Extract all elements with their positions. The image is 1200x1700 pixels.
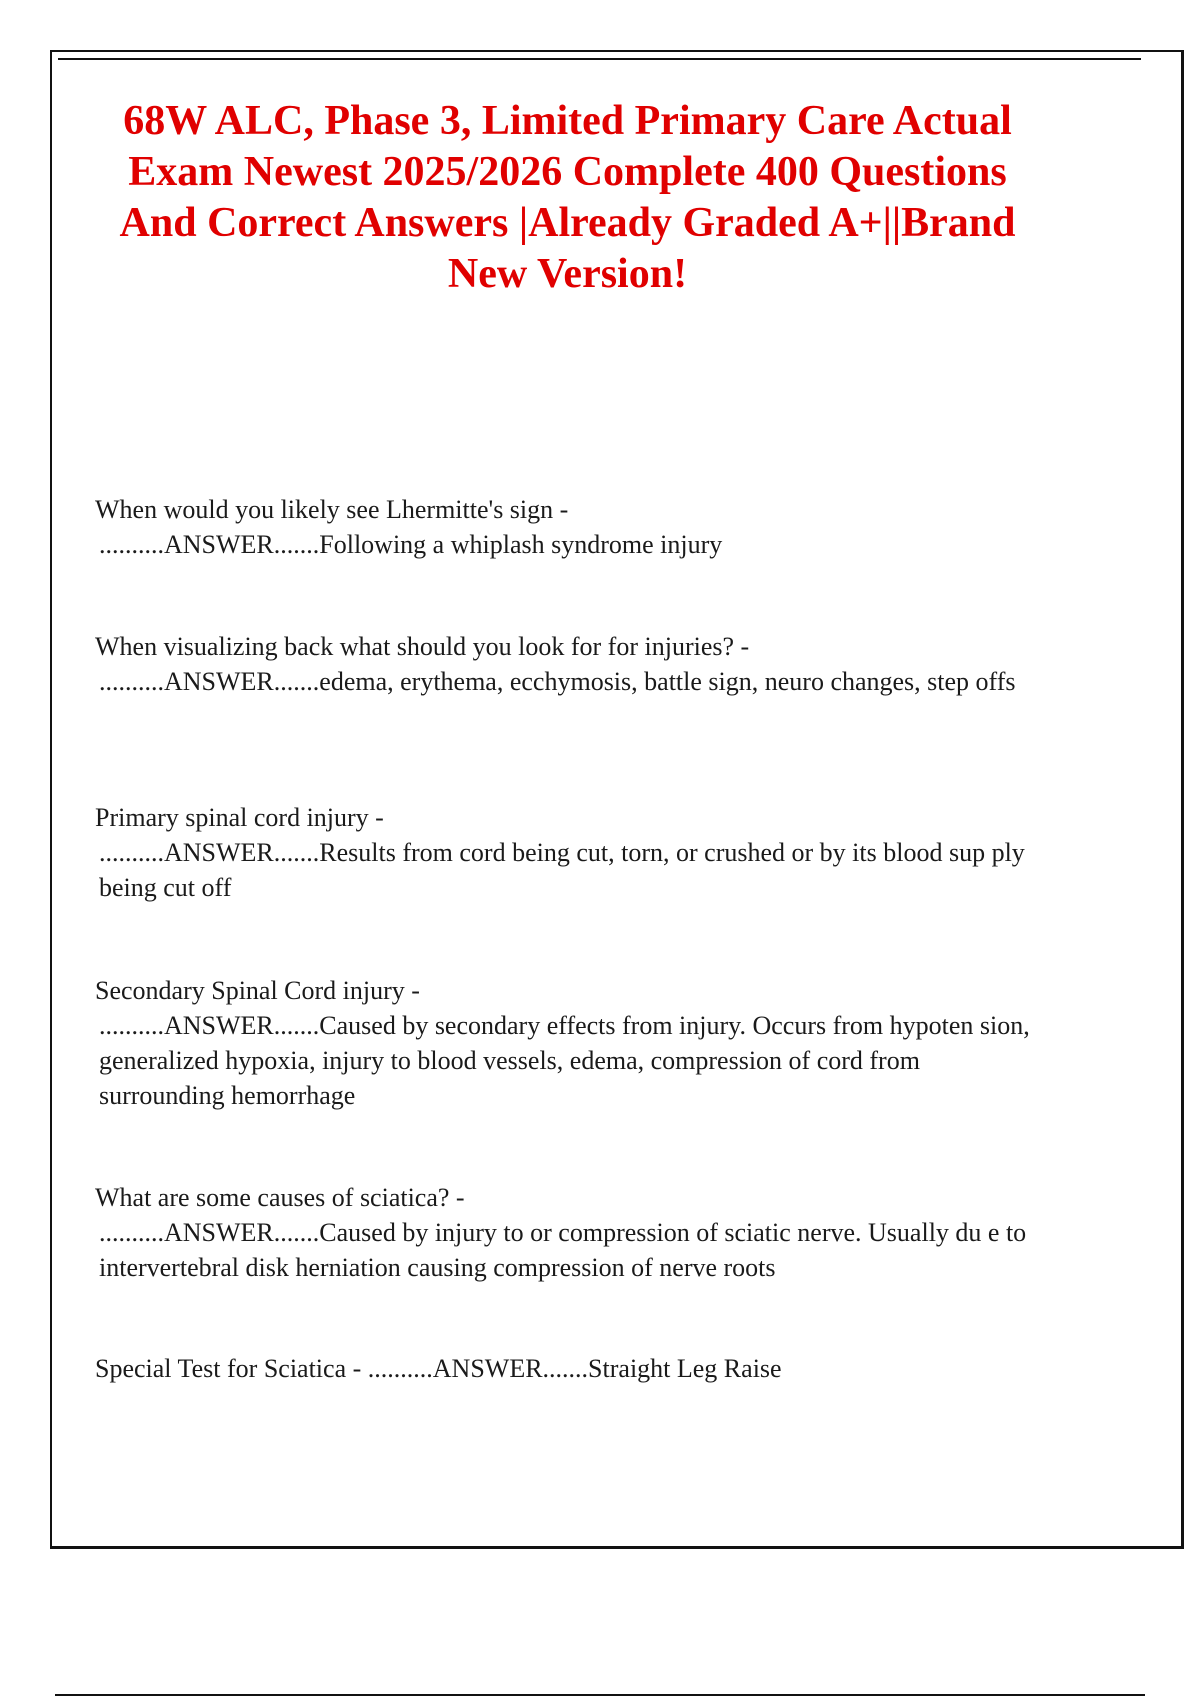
question-text: When visualizing back what should you look for for injuries? - — [95, 632, 750, 661]
question-text: What are some causes of sciatica? - — [95, 1183, 465, 1212]
bottom-rule — [55, 1694, 1145, 1696]
qa-item — [95, 1180, 1045, 1285]
answer-text: ..........ANSWER.......Results from cord being cut, torn, or crushed or by its blood sup ply being cut off — [99, 838, 1025, 902]
question-text: Special Test for Sciatica - — [95, 1354, 362, 1383]
qa-item — [95, 1351, 1045, 1386]
answer-text: ..........ANSWER.......Caused by injury to or compression of sciatic nerve. Usually du e to intervertebral disk herniation causing compression of nerve roots — [99, 1218, 1027, 1282]
top-inner-rule — [58, 58, 1141, 60]
question-text: Secondary Spinal Cord injury - — [95, 976, 420, 1005]
qa-item — [95, 492, 1045, 562]
question-text: When would you likely see Lhermitte's sign - — [95, 495, 569, 524]
qa-item — [95, 629, 1045, 699]
qa-item — [95, 800, 1045, 905]
answer-text: ..........ANSWER.......edema, erythema, ecchymosis, battle sign, neuro changes, step offs — [99, 667, 1016, 696]
qa-item — [95, 973, 1045, 1113]
question-text: Primary spinal cord injury - — [95, 803, 384, 832]
answer-text: ..........ANSWER.......Straight Leg Raise — [367, 1354, 782, 1383]
document-title: 68W ALC, Phase 3, Limited Primary Care Actual Exam Newest 2025/2026 Complete 400 Questions And Correct Answers |Already Graded A+||Brand New Version! — [119, 98, 1016, 297]
answer-text: ..........ANSWER.......Following a whiplash syndrome injury — [99, 530, 723, 559]
answer-text: ..........ANSWER.......Caused by secondary effects from injury. Occurs from hypoten sion, generalized hypoxia, injury to blood vessels, edema, compression of cord from surrounding hemorrhage — [99, 1011, 1030, 1110]
